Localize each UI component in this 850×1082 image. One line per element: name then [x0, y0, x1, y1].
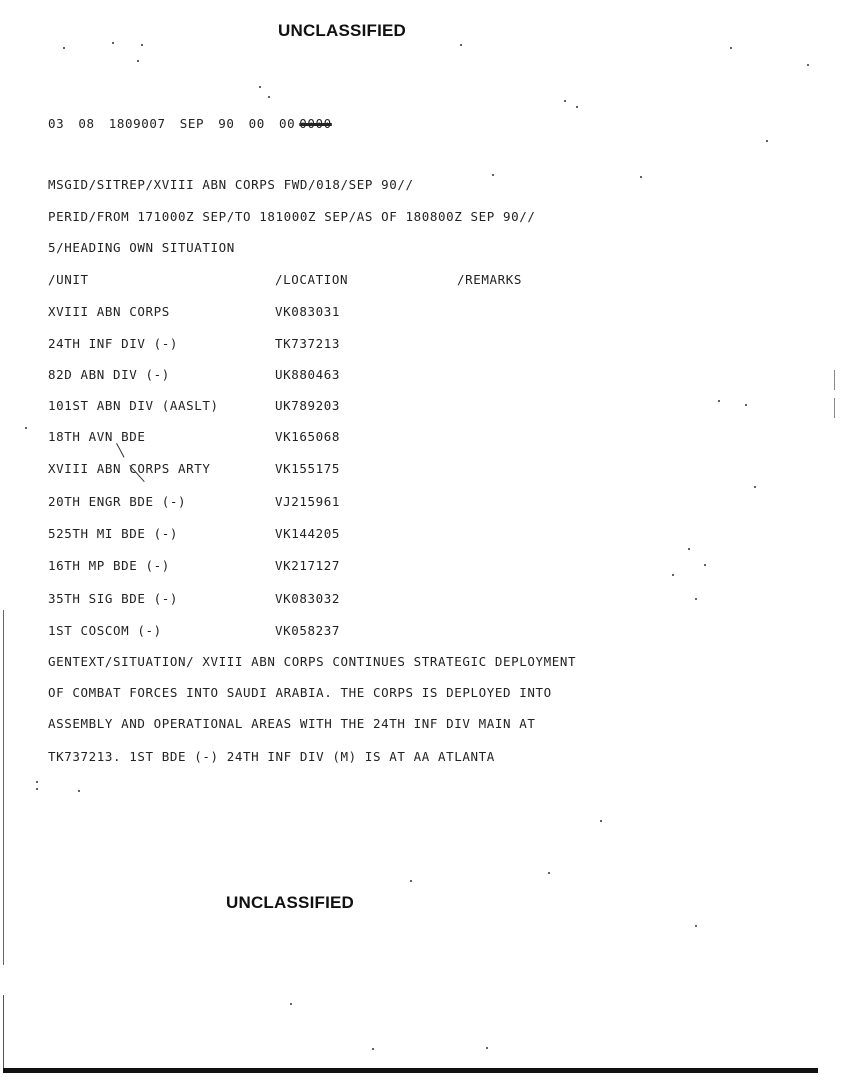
unit-location: VK217127 [275, 558, 341, 573]
dtg-text: 03 08 1809007 SEP 90 00 00 [48, 116, 296, 131]
classification-marking-bottom: UNCLASSIFIED [226, 893, 355, 912]
scan-speck [672, 574, 674, 576]
scan-speck [410, 880, 412, 882]
gentext-line: TK737213. 1ST BDE (-) 24TH INF DIV (M) IS AT AA ATLANTA [48, 749, 495, 764]
unit-location: VK083032 [275, 591, 341, 606]
scan-speck [25, 427, 27, 429]
unit-location: VK144205 [275, 526, 341, 541]
unit-location: VK083031 [275, 304, 341, 319]
scan-speck [290, 1003, 292, 1005]
scan-border-bottom [3, 1068, 818, 1073]
scan-speck [695, 925, 697, 927]
scan-speck [718, 400, 720, 402]
unit-location: UK880463 [275, 367, 341, 382]
scan-speck [63, 47, 65, 49]
msgid-line: MSGID/SITREP/XVIII ABN CORPS FWD/018/SEP 90// [48, 177, 414, 192]
scan-speck [78, 790, 80, 792]
scan-speck [259, 86, 261, 88]
scan-speck [754, 486, 756, 488]
date-time-group-line [48, 116, 332, 131]
column-header-location: /LOCATION [275, 272, 349, 287]
unit-name: 35TH SIG BDE (-) [48, 591, 179, 606]
scan-speck [695, 598, 697, 600]
unit-location: VK155175 [275, 461, 341, 476]
scan-speck [640, 176, 642, 178]
pen-mark [116, 443, 124, 458]
perid-line: PERID/FROM 171000Z SEP/TO 181000Z SEP/AS OF 180800Z SEP 90// [48, 209, 536, 224]
scan-speck [486, 1047, 488, 1049]
column-header-remarks: /REMARKS [457, 272, 523, 287]
unit-name: 525TH MI BDE (-) [48, 526, 179, 541]
scan-speck [36, 788, 38, 790]
gentext-line: GENTEXT/SITUATION/ XVIII ABN CORPS CONTINUES STRATEGIC DEPLOYMENT [48, 654, 577, 669]
unit-location: UK789203 [275, 398, 341, 413]
unit-name: 101ST ABN DIV (AASLT) [48, 398, 219, 413]
scan-speck [600, 820, 602, 822]
scan-speck [36, 781, 38, 783]
classification-marking-top: UNCLASSIFIED [278, 21, 407, 40]
scan-speck [137, 60, 139, 62]
gentext-line: ASSEMBLY AND OPERATIONAL AREAS WITH THE 24TH INF DIV MAIN AT [48, 716, 536, 731]
heading-line: 5/HEADING OWN SITUATION [48, 240, 235, 255]
scan-speck [141, 44, 143, 46]
unit-location: VJ215961 [275, 494, 341, 509]
unit-location: VK165068 [275, 429, 341, 444]
unit-location: VK058237 [275, 623, 341, 638]
unit-name: 1ST COSCOM (-) [48, 623, 162, 638]
gentext-line: OF COMBAT FORCES INTO SAUDI ARABIA. THE CORPS IS DEPLOYED INTO [48, 685, 552, 700]
scan-border-right [834, 370, 835, 390]
column-header-unit: /UNIT [48, 272, 89, 287]
scan-speck [704, 564, 706, 566]
unit-name: XVIII ABN CORPS ARTY [48, 461, 211, 476]
scan-border-left [3, 610, 4, 965]
scan-speck [730, 47, 732, 49]
scan-speck [548, 872, 550, 874]
scan-speck [576, 106, 578, 108]
scan-border-right [834, 398, 835, 418]
unit-name: 82D ABN DIV (-) [48, 367, 170, 382]
unit-name: 18TH AVN BDE [48, 429, 146, 444]
unit-name: 16TH MP BDE (-) [48, 558, 170, 573]
unit-name: 24TH INF DIV (-) [48, 336, 179, 351]
scan-speck [268, 96, 270, 98]
unit-name: 20TH ENGR BDE (-) [48, 494, 187, 509]
scan-speck [112, 42, 114, 44]
scan-speck [492, 174, 494, 176]
scan-speck [745, 404, 747, 406]
scan-speck [807, 64, 809, 66]
scan-border-left-lower [3, 995, 4, 1070]
scan-speck [766, 140, 768, 142]
unit-location: TK737213 [275, 336, 341, 351]
scan-speck [688, 548, 690, 550]
scan-speck [460, 44, 462, 46]
scan-speck [372, 1048, 374, 1050]
dtg-struck-text: 0000 [299, 116, 332, 131]
scan-speck [564, 100, 566, 102]
unit-name: XVIII ABN CORPS [48, 304, 170, 319]
